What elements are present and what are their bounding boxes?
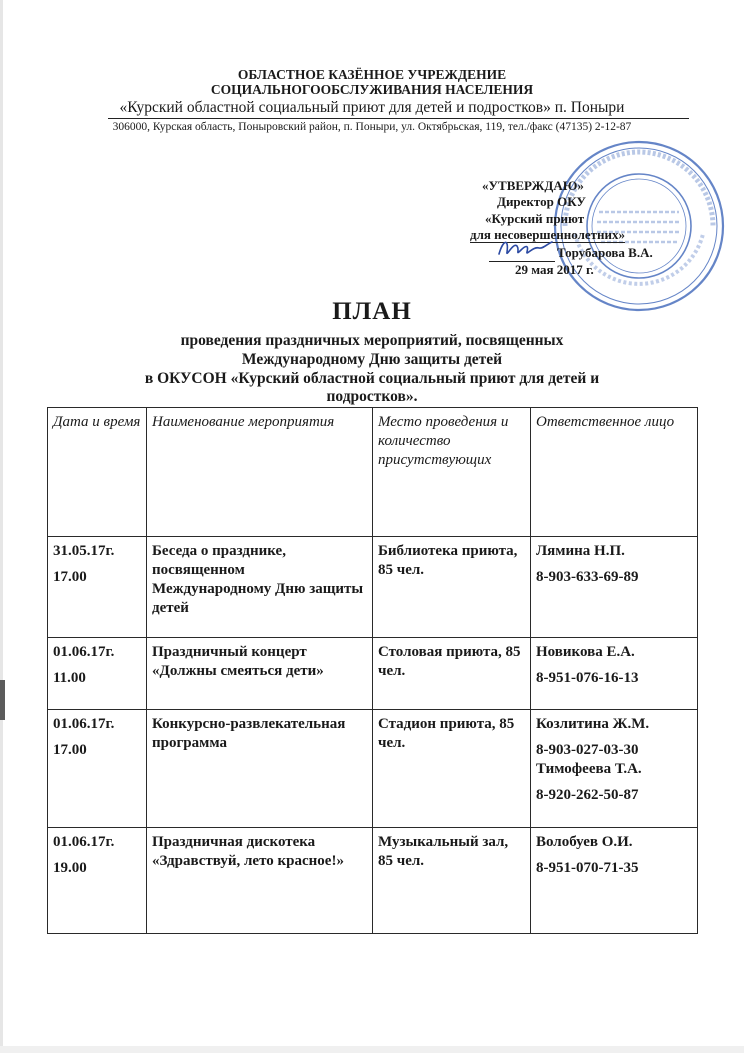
cell-datetime <box>48 828 147 934</box>
director-signature-icon <box>495 234 555 262</box>
events-table <box>47 407 698 934</box>
approval-date: 29 мая 2017 г. <box>515 262 594 277</box>
document-title: ПЛАН <box>332 298 412 325</box>
table-row <box>48 638 698 710</box>
subtitle-line-3: в ОКУСОН «Курский областной социальный приют для детей и <box>144 370 600 387</box>
subtitle-line-1: проведения праздничных мероприятий, посвященных <box>180 332 564 349</box>
cell-datetime <box>48 638 147 710</box>
cell-responsible <box>531 638 698 710</box>
cell-time: 19.00 <box>53 860 87 876</box>
subtitle-line-2: Международному Дню защиты детей <box>241 351 503 368</box>
subtitle-line-4: подростков». <box>326 388 418 405</box>
responsible-name: Волобуев О.И. <box>536 834 633 850</box>
table-row <box>48 828 698 934</box>
approval-position: Директор ОКУ <box>497 194 586 209</box>
org-line-1: ОБЛАСТНОЕ КАЗЁННОЕ УЧРЕЖДЕНИЕ <box>237 67 507 82</box>
responsible-name: Лямина Н.П. <box>536 543 625 559</box>
cell-responsible <box>531 828 698 934</box>
scan-artifact <box>0 680 5 720</box>
cell-responsible <box>531 710 698 828</box>
responsible-name: Тимофеева Т.А. <box>536 761 642 777</box>
org-address: 306000, Курская область, Поныровский район, п. Поныри, ул. Октябрьская, 119, тел./факс (47135) 2-12-87 <box>112 121 632 133</box>
cell-time: 11.00 <box>53 670 86 686</box>
cell-responsible <box>531 537 698 638</box>
cell-date: 01.06.17г. <box>53 716 115 732</box>
scan-edge-bottom <box>0 1046 744 1053</box>
cell-date: 01.06.17г. <box>53 644 115 660</box>
approval-institution-1: «Курский приют <box>485 211 585 226</box>
cell-time: 17.00 <box>53 569 87 585</box>
table-header-row <box>48 408 698 537</box>
responsible-phone: 8-903-027-03-30 <box>536 742 639 758</box>
cell-datetime <box>48 710 147 828</box>
cell-event: Праздничный концерт «Должны смеяться дети» <box>147 638 373 710</box>
cell-datetime <box>48 537 147 638</box>
responsible-phone: 8-920-262-50-87 <box>536 787 639 803</box>
cell-place: Стадион приюта, 85 чел. <box>373 710 531 828</box>
approval-institution-2: для несовершеннолетних» <box>470 227 626 242</box>
cell-place: Музыкальный зал, 85 чел. <box>373 828 531 934</box>
cell-event: Беседа о празднике, посвященном Международному Дню защиты детей <box>147 537 373 638</box>
approval-signer: Торубарова В.А. <box>557 245 653 260</box>
cell-date: 31.05.17г. <box>53 543 115 559</box>
org-name: «Курский областной социальный приют для детей и подростков» п. Поныри <box>119 99 625 116</box>
responsible-phone: 8-951-076-16-13 <box>536 670 639 686</box>
cell-event: Праздничная дискотека «Здравствуй, лето красное!» <box>147 828 373 934</box>
approval-heading: «УТВЕРЖДАЮ» <box>482 178 584 193</box>
header-place-attendance: Место проведения и количество присутствующих <box>373 408 531 537</box>
table-row <box>48 537 698 638</box>
header-divider <box>108 118 689 119</box>
cell-date: 01.06.17г. <box>53 834 115 850</box>
cell-time: 17.00 <box>53 742 87 758</box>
responsible-name: Козлитина Ж.М. <box>536 716 650 732</box>
header-date-time: Дата и время <box>48 408 147 537</box>
header-event-name: Наименование мероприятия <box>147 408 373 537</box>
cell-place: Библиотека приюта, 85 чел. <box>373 537 531 638</box>
header-responsible: Ответственное лицо <box>531 408 698 537</box>
responsible-name: Новикова Е.А. <box>536 644 635 660</box>
responsible-phone: 8-903-633-69-89 <box>536 569 639 585</box>
responsible-phone: 8-951-070-71-35 <box>536 860 639 876</box>
cell-event: Конкурсно-развлекательная программа <box>147 710 373 828</box>
org-line-2: СОЦИАЛЬНОГООБСЛУЖИВАНИЯ НАСЕЛЕНИЯ <box>210 82 534 97</box>
cell-place: Столовая приюта, 85 чел. <box>373 638 531 710</box>
table-row <box>48 710 698 828</box>
scan-edge <box>0 0 3 1053</box>
